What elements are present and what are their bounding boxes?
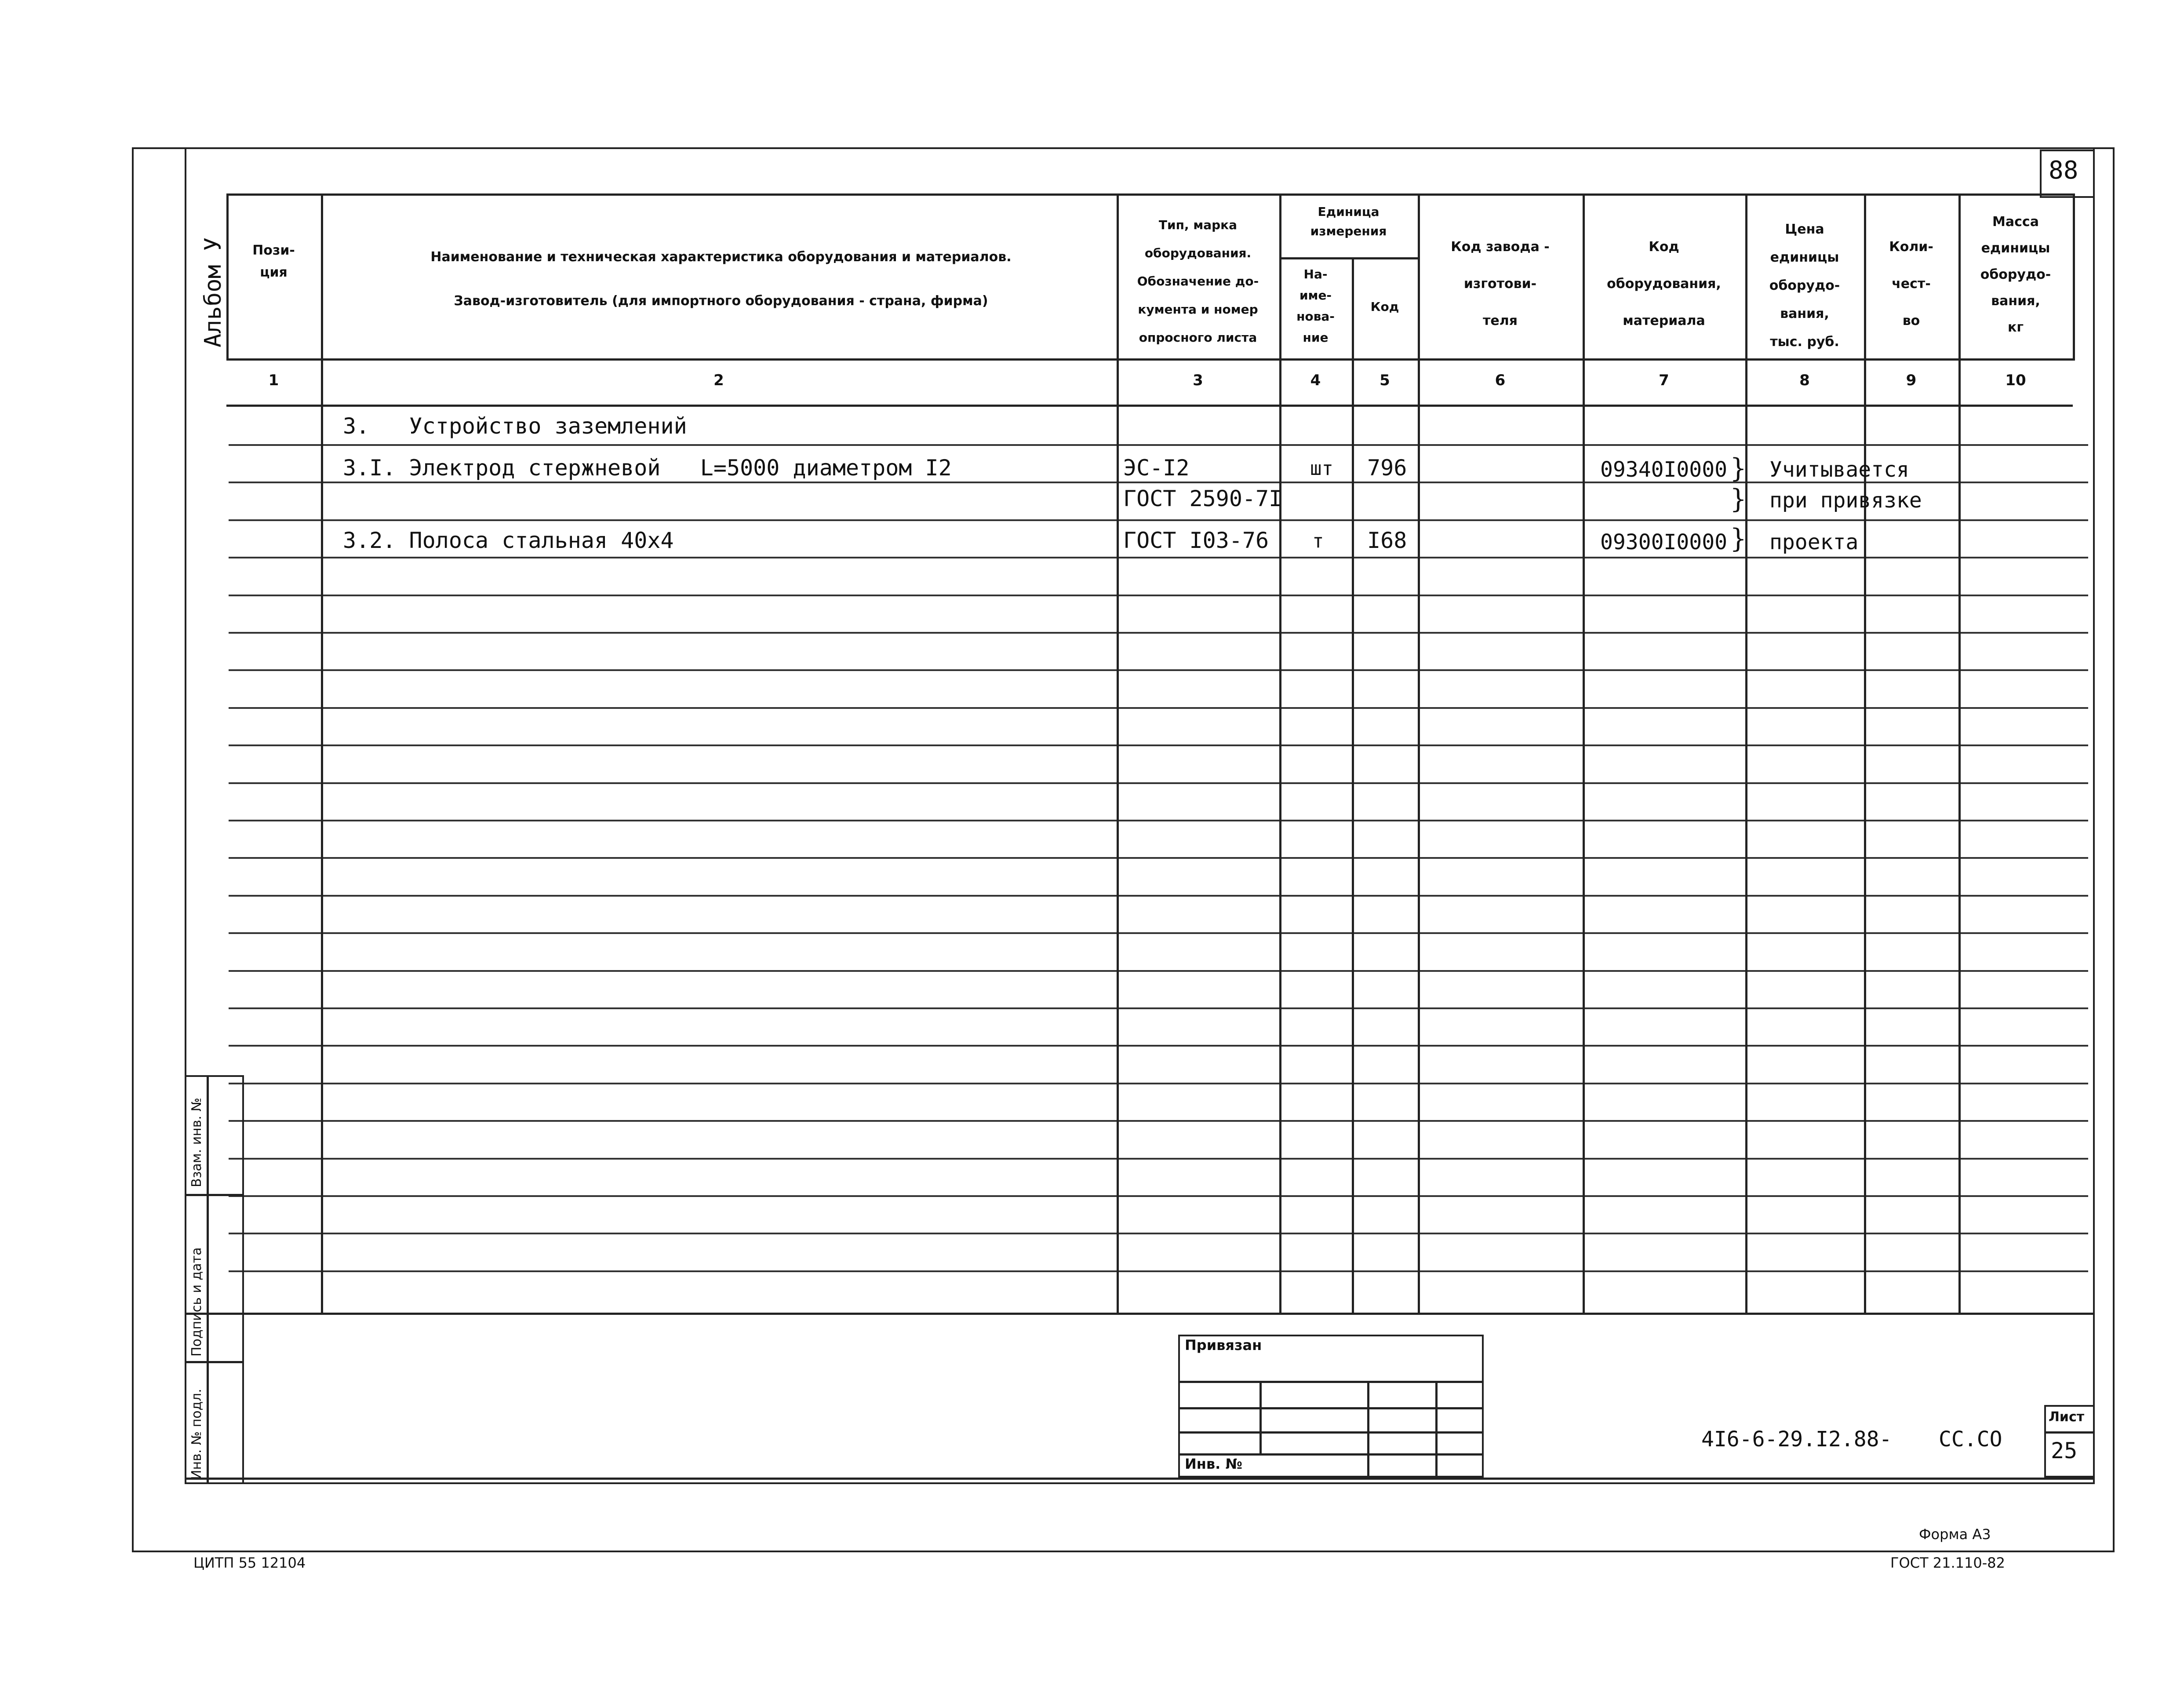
table-row-rule bbox=[229, 632, 2088, 634]
column-number: 6 bbox=[1495, 372, 1506, 389]
footer-gost: ГОСТ 21.110-82 bbox=[1890, 1554, 2005, 1571]
header-col3: Тип, марка оборудования. Обозначение до- кумента и номер опросного листа bbox=[1137, 218, 1259, 345]
table-row-rule bbox=[229, 1083, 2088, 1084]
header-col2: Наименование и техническая характеристика оборудования и материалов. Завод-изготовитель (для импортного оборудования - страна, фирма) bbox=[430, 249, 1012, 309]
column-number: 7 bbox=[1659, 372, 1669, 389]
header-col8: Цена единицы оборудо- вания, тыс. руб. bbox=[1769, 222, 1840, 350]
side-stamp-podpis: Подпись и дата bbox=[189, 1247, 204, 1357]
header-col6: Код завода - изготови- теля bbox=[1451, 239, 1550, 328]
table-row-rule bbox=[229, 895, 2088, 897]
table-row-rule bbox=[229, 970, 2088, 972]
column-number: 5 bbox=[1380, 372, 1390, 389]
table-row-price: при привязке bbox=[1769, 488, 1922, 513]
table-row-rule bbox=[229, 857, 2088, 859]
table-row-rule bbox=[229, 557, 2088, 558]
side-stamp-vzam: Взам. инв. № bbox=[189, 1098, 204, 1187]
table-row-name: 3.2. Полоса стальная 40х4 bbox=[343, 528, 674, 553]
table-row-name: 3. Устройство заземлений bbox=[343, 413, 687, 439]
column-number: 3 bbox=[1193, 372, 1203, 389]
table-row-rule bbox=[229, 669, 2088, 671]
table-row-rule bbox=[229, 1270, 2088, 1272]
brace-mark: } bbox=[1730, 453, 1747, 484]
sheet-number: 25 bbox=[2051, 1438, 2078, 1463]
header-col5: Код bbox=[1370, 299, 1399, 314]
privyazan-label: Привязан bbox=[1185, 1337, 1262, 1354]
header-col4: На- име- нова- ние bbox=[1296, 267, 1335, 345]
table-row-doc: ЭС-I2 bbox=[1123, 455, 1190, 481]
table-row-unit: шт bbox=[1310, 457, 1333, 480]
column-number: 2 bbox=[713, 372, 724, 389]
table-row-doc: ГОСТ I03-76 bbox=[1123, 528, 1269, 553]
table-row-code: I68 bbox=[1367, 528, 1407, 553]
table-row-price: проекта bbox=[1769, 530, 1859, 555]
table-row-eq-code: 09340I0000 bbox=[1600, 457, 1727, 482]
table-row-rule bbox=[229, 820, 2088, 821]
table-row-rule bbox=[229, 1120, 2088, 1122]
header-unit-group: Единица измерения bbox=[1310, 204, 1387, 238]
brace-mark: } bbox=[1730, 484, 1747, 514]
table-row-rule bbox=[229, 744, 2088, 746]
table-row-rule bbox=[229, 1158, 2088, 1160]
side-stamp-inv-podl: Инв. № подл. bbox=[189, 1389, 204, 1480]
brace-mark: } bbox=[1730, 523, 1747, 554]
table-row-rule bbox=[229, 595, 2088, 596]
table-row-rule bbox=[229, 1233, 2088, 1234]
table-row-rule bbox=[229, 519, 2088, 521]
header-col1: Пози- ция bbox=[252, 243, 295, 280]
sheet-label: Лист bbox=[2049, 1409, 2085, 1425]
column-number: 1 bbox=[268, 372, 279, 389]
footer-form: Форма А3 bbox=[1919, 1526, 1991, 1543]
header-col9: Коли- чест- во bbox=[1889, 239, 1933, 328]
column-number: 10 bbox=[2005, 372, 2026, 389]
table-row-code: 796 bbox=[1367, 455, 1407, 481]
inv-no-label: Инв. № bbox=[1185, 1456, 1242, 1472]
column-number: 8 bbox=[1799, 372, 1810, 389]
table-row-rule bbox=[229, 1195, 2088, 1197]
document-suffix: СС.СО bbox=[1939, 1427, 2002, 1452]
table-row-unit: т bbox=[1312, 530, 1324, 552]
table-row-eq-code: 09300I0000 bbox=[1600, 530, 1727, 555]
table-row-rule bbox=[229, 932, 2088, 934]
header-col7: Код оборудования, материала bbox=[1607, 239, 1721, 328]
table-row-price: Учитывается bbox=[1769, 457, 1909, 482]
corner-number: 88 bbox=[2049, 156, 2078, 185]
table-row-rule bbox=[229, 782, 2088, 784]
column-number: 4 bbox=[1310, 372, 1321, 389]
album-label: Альбом У bbox=[200, 237, 226, 347]
table-row-name: 3.I. Электрод стержневой L=5000 диаметром I2 bbox=[343, 455, 952, 481]
document-code: 4I6-6-29.I2.88- bbox=[1701, 1427, 1892, 1452]
table-row-rule bbox=[229, 1007, 2088, 1009]
table-row-rule bbox=[229, 1045, 2088, 1047]
table-row-doc: ГОСТ 2590-7I bbox=[1123, 486, 1282, 511]
table-row-rule bbox=[229, 707, 2088, 709]
column-number: 9 bbox=[1906, 372, 1917, 389]
table-row-rule bbox=[229, 444, 2088, 446]
footer-left: ЦИТП 55 12104 bbox=[193, 1554, 306, 1571]
header-col10: Масса единицы оборудо- вания, кг bbox=[1980, 214, 2051, 335]
